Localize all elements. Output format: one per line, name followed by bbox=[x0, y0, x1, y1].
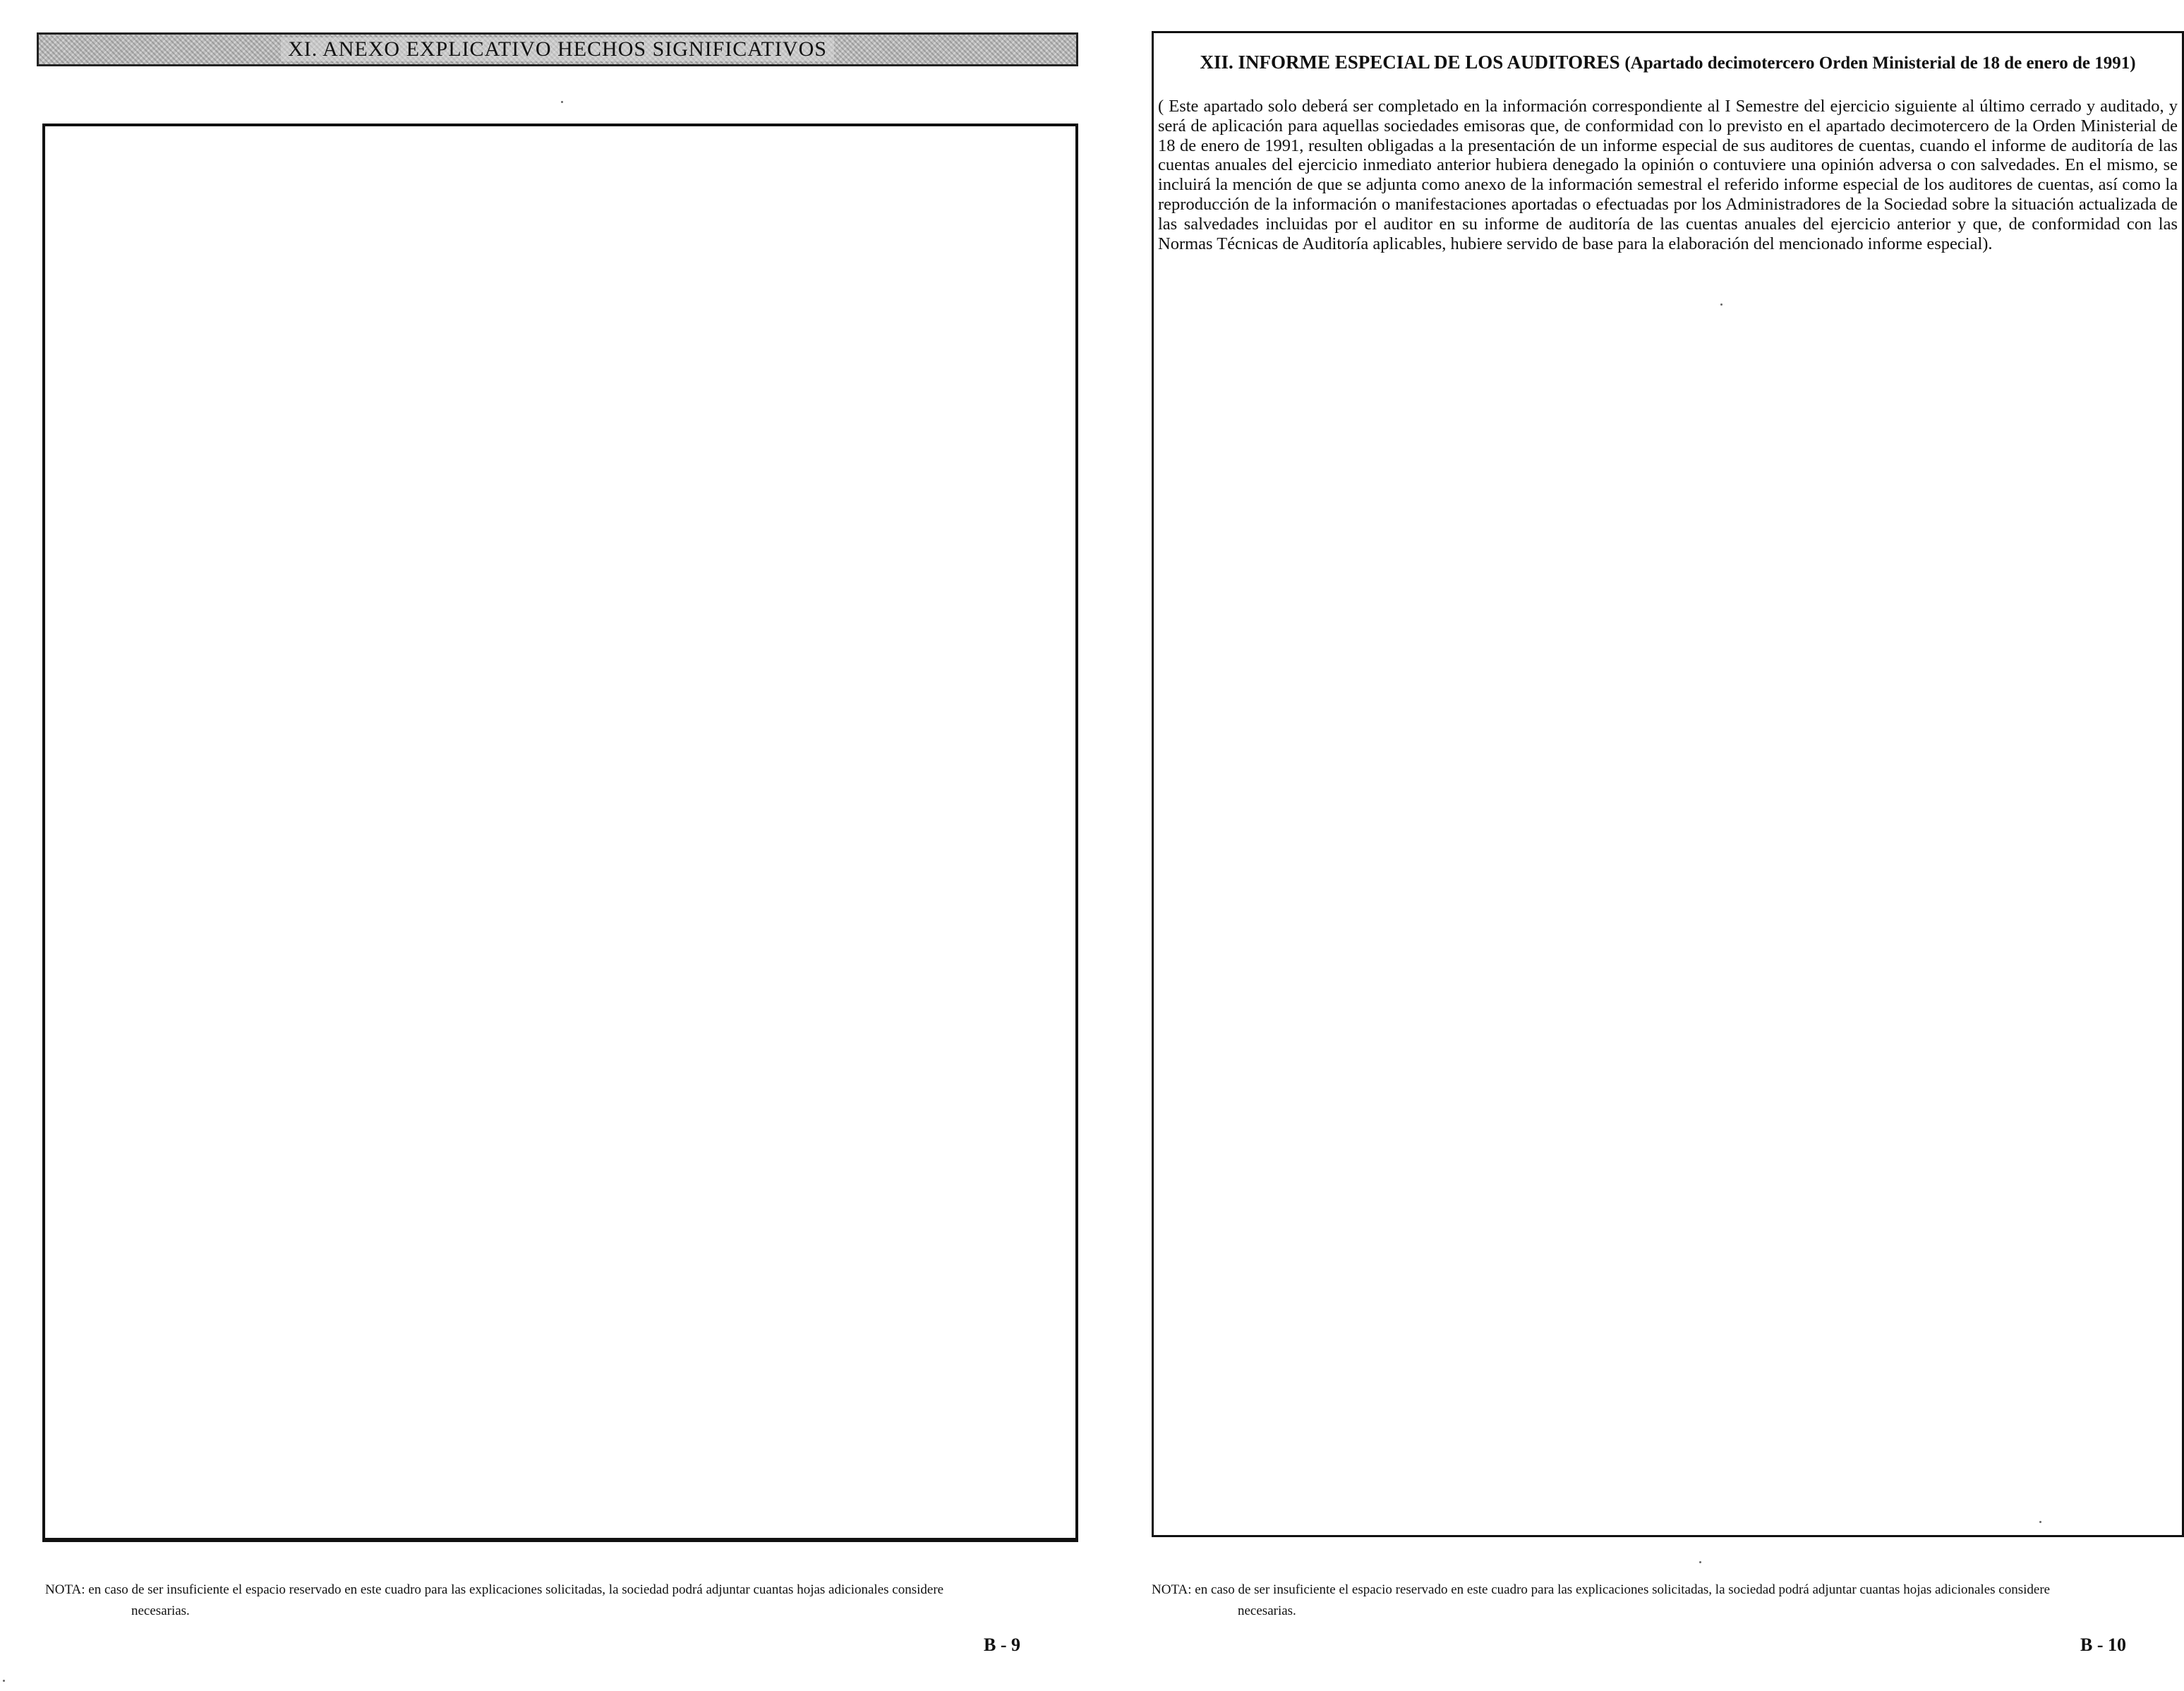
section-title: XI. ANEXO EXPLICATIVO HECHOS SIGNIFICATIVOS bbox=[281, 37, 834, 61]
section-header-bar bbox=[37, 32, 1078, 66]
explanation-box bbox=[42, 124, 1078, 1542]
footnote-continuation: necesarias. bbox=[1238, 1603, 1296, 1618]
scan-speck bbox=[1720, 303, 1723, 306]
scan-speck bbox=[1699, 1561, 1701, 1563]
footnote-text: NOTA: en caso de ser insuficiente el espacio reservado en este cuadro para las explicaciones solicitadas, la sociedad podrá adjuntar cuantas hojas adicionales considere bbox=[1152, 1582, 2051, 1597]
scan-speck bbox=[561, 101, 563, 103]
scan-speck bbox=[3, 1680, 5, 1682]
footnote-continuation: necesarias. bbox=[131, 1603, 190, 1618]
page-number: B - 10 bbox=[2080, 1635, 2126, 1655]
section-title-main: XII. INFORME ESPECIAL DE LOS AUDITORES bbox=[1200, 52, 1620, 73]
page-right bbox=[1092, 0, 2184, 1691]
page-number: B - 9 bbox=[984, 1635, 1020, 1655]
scan-speck bbox=[2039, 1521, 2041, 1523]
footnote-text: NOTA: en caso de ser insuficiente el espacio reservado en este cuadro para las explicaciones solicitadas, la sociedad podrá adjuntar cuantas hojas adicionales considere bbox=[45, 1582, 944, 1597]
auditors-report-box bbox=[1152, 31, 2184, 1537]
footnote bbox=[45, 1579, 943, 1622]
section-title-reference: (Apartado decimotercero Orden Ministerial de 18 de enero de 1991) bbox=[1624, 54, 2136, 73]
instructions-paragraph: ( Este apartado solo deberá ser completado en la información correspondiente al I Semestre del ejercicio siguiente al último cerrado y auditado, y será de aplicación para aquellas sociedades emisoras que, de conformidad con lo previsto en el apartado decimotercero de la Orden Ministerial de 18 de enero de 1991, resulten obligadas a la presentación de un informe especial de sus auditores de cuentas, cuando el informe de auditoría de las cuentas anuales del ejercicio inmediato anterior hubiera denegado la opinión o contuviere una opinión adversa o con salvedades. En el mismo, se incluirá la mención de que se adjunta como anexo de la información semestral el referido informe especial de los auditores de cuentas, así como la reproducción de la información o manifestaciones aportadas o efectuadas por los Administradores de la Sociedad sobre la situación actualizada de las salvedades incluidas por el auditor en su informe de auditoría de las cuentas anuales del ejercicio anterior y que, de conformidad con las Normas Técnicas de Auditoría aplicables, hubiere servido de base para la elaboración del mencionado informe especial). bbox=[1158, 97, 2178, 253]
footnote bbox=[1152, 1579, 2050, 1622]
section-title bbox=[1154, 52, 2182, 73]
